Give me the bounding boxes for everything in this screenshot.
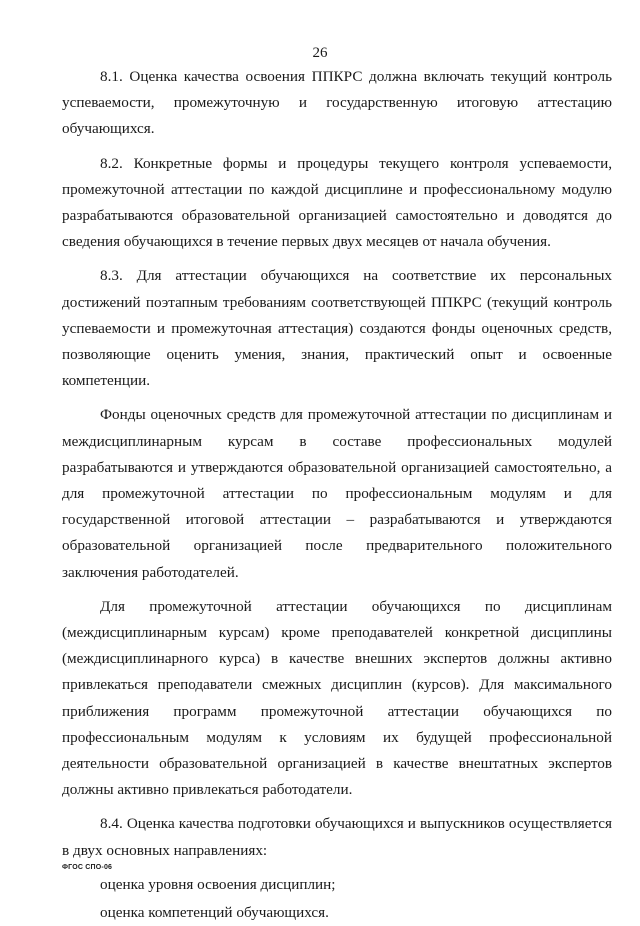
document-body [62,64,612,926]
paragraph-8-3: 8.3. Для аттестации обучающихся на соответствие их персональных достижений поэтапным требованиям соответствующей ППКРС (текущий контроль успеваемости и промежуточная аттестация) создаются фонды оценочных средств, позволяющие оценить умения, знания, практический опыт и освоенные компетенции. [62,267,612,390]
paragraph-assessment-funds: Фонды оценочных средств для промежуточной аттестации по дисциплинам и междисциплинарным курсам в составе профессиональных модулей разрабатываются и утверждаются образовательной организацией самостоятельно, а для промежуточной аттестации по профессиональным модулям и для государственной итоговой аттестации – разрабатываются и утверждаются образовательной организацией после предварительного положительного заключения работодателей. [62,406,612,581]
paragraph-8-1: 8.1. Оценка качества освоения ППКРС должна включать текущий контроль успеваемости, промежуточную и государственную итоговую аттестацию обучающихся. [62,68,612,138]
paragraph-8-4: 8.4. Оценка качества подготовки обучающихся и выпускников осуществляется в двух основных направлениях: [62,815,612,859]
footer-label: ФГОС СПО-06 [62,864,113,871]
paragraph-external-experts: Для промежуточной аттестации обучающихся по дисциплинам (междисциплинарным курсам) кроме преподавателей конкретной дисциплины (междисциплинарного курса) в качестве внешних экспертов должны активно привлекаться преподаватели смежных дисциплин (курсов). Для максимального приближения программ промежуточной аттестации обучающихся по профессиональным модулям к условиям их будущей профессиональной деятельности образовательной организацией в качестве внештатных экспертов должны активно привлекаться работодатели. [62,597,612,799]
page-number: 26 [312,45,328,61]
list-item-discipline-assessment: оценка уровня освоения дисциплин; [100,875,336,893]
paragraph-8-2: 8.2. Конкретные формы и процедуры текущего контроля успеваемости, промежуточной аттестации по каждой дисциплине и профессиональному модулю разрабатываются образовательной организацией самостоятельно и доводятся до сведения обучающихся в течение первых двух месяцев от начала обучения. [62,154,612,251]
list-item-competence-assessment: оценка компетенций обучающихся. [100,904,329,922]
